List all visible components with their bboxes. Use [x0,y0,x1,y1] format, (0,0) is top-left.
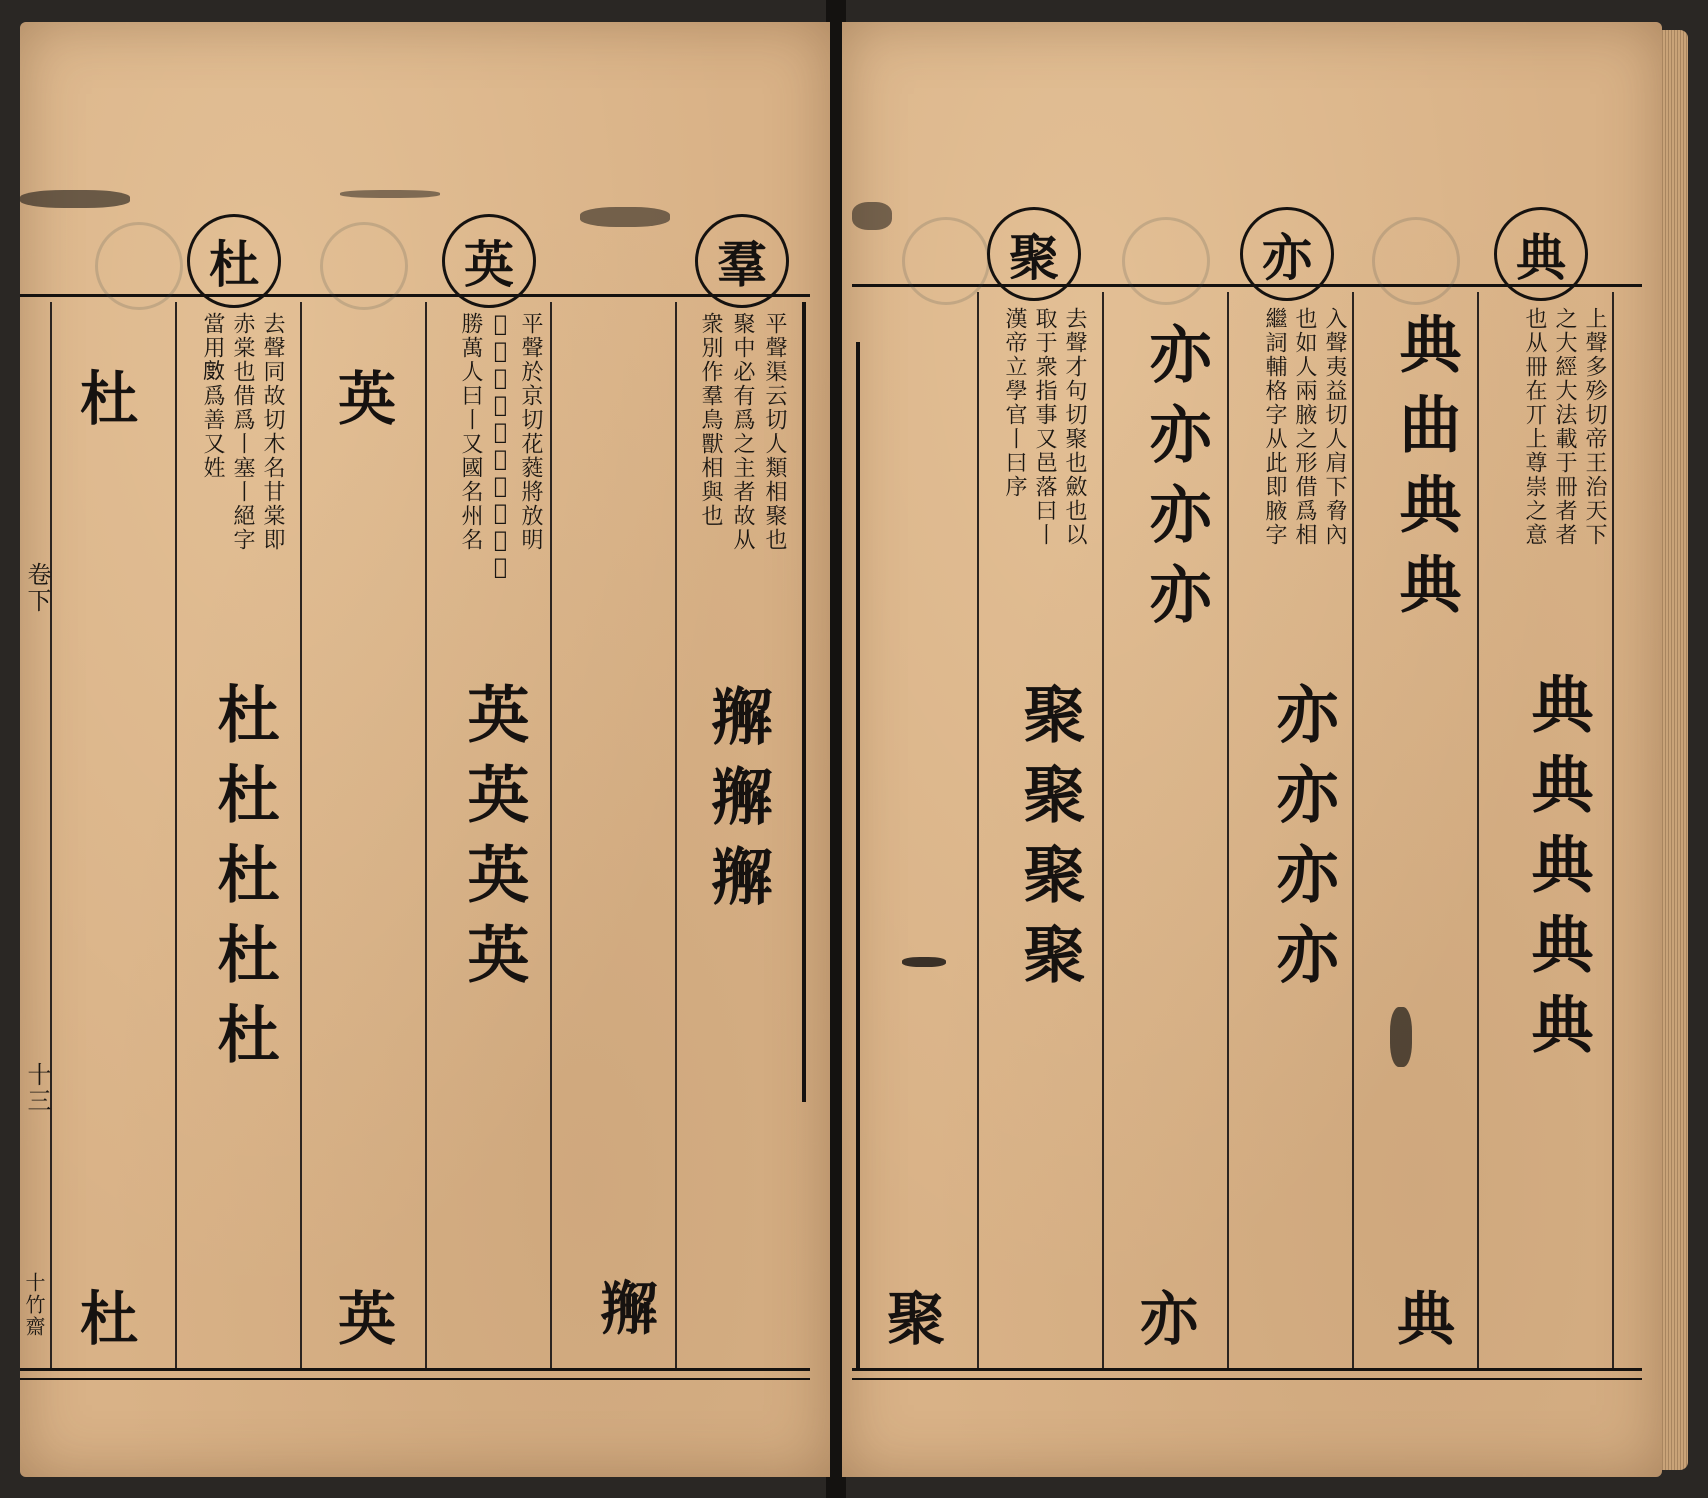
bottom-rule-thin [852,1378,1642,1380]
gloss-qun-1: 平聲渠云切人類相聚也 [762,312,787,552]
seal-foot-du: 杜 [80,1285,139,1353]
headword-qun: 羣 [695,214,789,308]
seal-foot-ju: 聚 [887,1285,946,1353]
headword-ju: 聚 [987,207,1081,301]
gloss-yi-2: 也如人兩腋之形借爲相 [1292,307,1317,547]
gloss-ying-3: 勝萬人曰丨又國名州名 [458,312,483,552]
gloss-ying-1: 平聲於京切花蕤將放明 [518,312,543,552]
column-rule [1612,292,1614,1368]
seal-forms-ju: 聚聚聚聚 [1013,682,1086,1002]
column-rule [1102,292,1104,1368]
gloss-du-3: 當用𢾅爲善又姓 [200,312,225,480]
gloss-dian-2: 之大經大法載于冊者者 [1552,307,1577,547]
seal-forms-qun: 𦏘𦏘𦏘 [704,682,777,922]
gloss-ying-2: 𤏳𤏳也借爲丨俊字又才 [488,312,513,582]
headword-du: 杜 [187,214,281,308]
gloss-du-1: 去聲同故切木名甘棠即 [260,312,285,552]
seal-forms-ying: 英英英英 [457,682,530,1002]
page-number: 十三 [23,1062,51,1114]
ghost-circle [320,222,408,310]
column-rule-thick [802,302,806,1102]
right-page [842,22,1662,1477]
ghost-circle [95,222,183,310]
ghost-circle [1122,217,1210,305]
seal-forms-dian: 典典典典典 [1521,672,1594,1072]
page-edges [1660,30,1688,1470]
seal-foot-dian: 典 [1397,1285,1456,1353]
gloss-du-2: 赤棠也借爲丨塞丨絕字 [230,312,255,552]
left-page [20,22,830,1477]
column-rule [300,302,302,1368]
ink-smudge [20,190,130,208]
seal-forms-yi: 亦亦亦亦 [1266,682,1339,1002]
column-rule [675,302,677,1368]
gloss-qun-2: 聚中必有爲之主者故从 [730,312,755,552]
gloss-dian-1: 上聲多殄切帝王治天下 [1582,307,1607,547]
seal-top-dian: 典曲典典 [1389,312,1462,632]
gloss-yi-1: 入聲夷益切人肩下脅內 [1322,307,1347,547]
gloss-yi-3: 繼詞輔格字从此即腋字 [1262,307,1287,547]
ink-smudge [1390,1007,1412,1067]
bottom-rule [20,1368,810,1371]
seal-foot-qun: 𦏘 [600,1275,659,1343]
seal-foot-ying: 英 [338,1285,397,1353]
column-rule [425,302,427,1368]
column-rule [977,292,979,1368]
studio-name: 十竹齋 [22,1272,46,1338]
column-rule-thick [856,342,860,1368]
headword-yi: 亦 [1240,207,1334,301]
gloss-qun-3: 衆別作羣鳥獸相與也 [698,312,723,528]
ghost-circle [1372,217,1460,305]
ink-smudge [580,207,670,227]
seal-top-ying: 英 [338,365,397,433]
column-rule [1227,292,1229,1368]
seal-forms-du: 杜杜杜杜杜 [207,682,280,1082]
margin-line [50,302,52,1368]
seal-foot-yi: 亦 [1140,1285,1199,1353]
ghost-circle [902,217,990,305]
seal-top-du: 杜 [80,365,139,433]
headword-ying: 英 [442,214,536,308]
column-rule [1477,292,1479,1368]
column-rule [175,302,177,1368]
bottom-rule [852,1368,1642,1371]
bottom-rule-thin [20,1378,810,1380]
ink-smudge [902,957,946,967]
ink-smudge [340,190,440,198]
ink-smudge [852,202,892,230]
headword-dian: 典 [1494,207,1588,301]
seal-top-yi: 亦亦亦亦 [1139,322,1212,642]
gloss-ju-2: 取于衆指事又邑落曰丨 [1032,307,1057,547]
column-rule [550,302,552,1368]
volume-label: 卷下 [23,562,51,614]
gloss-dian-3: 也从冊在丌上尊崇之意 [1522,307,1547,547]
column-rule [1352,292,1354,1368]
gloss-ju-3: 漢帝立學官丨曰序 [1002,307,1027,499]
gloss-ju-1: 去聲才句切聚也斂也以 [1062,307,1087,547]
